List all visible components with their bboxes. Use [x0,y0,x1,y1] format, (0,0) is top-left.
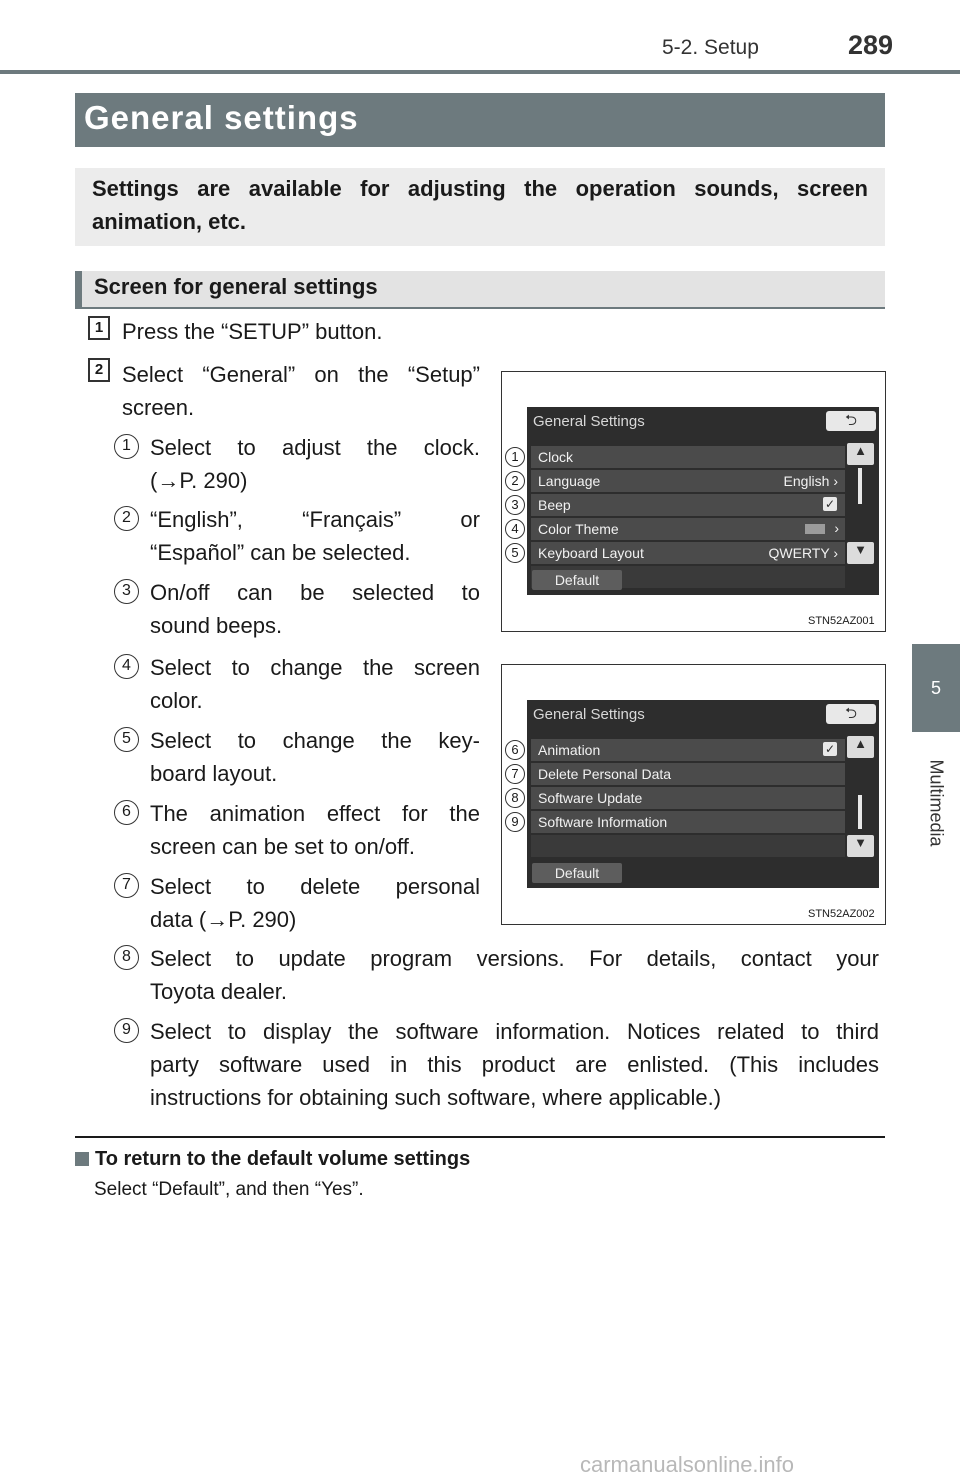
item-5-line2: board layout. [150,761,278,786]
row-label: Animation [538,742,601,758]
item-number-8: 8 [114,945,139,970]
page-title: General settings [84,99,359,136]
section-label: 5-2. Setup [662,36,759,59]
item-4-line2: color. [150,688,203,713]
callout-8: 8 [505,788,525,808]
checkbox-checked-icon[interactable]: ✓ [824,497,836,511]
item-1-line1: Select to adjust the clock. [150,435,480,460]
settings-row-software-update[interactable] [531,787,845,809]
scroll-up-icon[interactable]: ▲ [847,736,874,758]
item-7-line1: Select to delete personal [150,874,480,899]
callout-3: 3 [505,495,525,515]
color-swatch [805,524,825,534]
callout-2: 2 [505,471,525,491]
item-3-line2: sound beeps. [150,613,283,638]
intro-box [75,168,885,246]
subheading-bar [75,271,885,307]
note-rule [75,1136,885,1138]
note-heading [75,1148,470,1171]
settings-row-software-information[interactable] [531,811,845,833]
item-number-9: 9 [114,1018,139,1043]
intro-text: Settings are available for adjusting the operation sounds, screen animation, etc. [92,176,868,234]
step-text-1: Press the “SETUP” button. [122,319,383,344]
chapter-label [908,748,960,858]
screen-1-title: General Settings [533,413,645,430]
row-label: Beep [538,497,571,513]
default-button[interactable]: Default [532,570,622,590]
row-label: Delete Personal Data [538,766,672,782]
row-value: English › [783,473,838,489]
step-number-2: 2 [88,358,110,382]
item-number-2: 2 [114,506,139,531]
row-value: QWERTY › [768,545,838,561]
row-label: Clock [538,449,574,465]
callout-5: 5 [505,543,525,563]
row-label: Keyboard Layout [538,545,644,561]
header-rule [0,70,960,74]
item-9-line1: Select to display the software information. Notices related to third [150,1019,879,1044]
note-text: Select “Default”, and then “Yes”. [94,1179,364,1200]
callout-6: 6 [505,740,525,760]
settings-row-clock[interactable] [531,446,845,468]
checkbox-checked-icon[interactable]: ✓ [824,742,836,756]
page-title-bar [75,93,885,147]
page-number: 289 [848,30,894,60]
scroll-down-icon[interactable]: ▼ [847,542,874,564]
settings-row-language[interactable] [531,470,845,492]
back-arrow-icon[interactable]: ⮌ [826,704,876,724]
scrollbar-thumb[interactable] [858,795,862,829]
item-6-line1: The animation effect for the [150,801,480,826]
item-3-line1: On/off can be selected to [150,580,480,605]
note-heading-text: To return to the default volume settings [95,1148,471,1170]
scrollbar-thumb[interactable] [858,468,862,504]
settings-row-color-theme[interactable] [531,518,845,540]
scroll-up-icon[interactable]: ▲ [847,443,874,465]
back-arrow-icon[interactable]: ⮌ [826,411,876,431]
item-8-line1: Select to update program versions. For details, contact your [150,946,879,971]
callout-9: 9 [505,812,525,832]
settings-row-animation[interactable] [531,739,845,761]
item-8-line2: Toyota dealer. [150,979,287,1004]
subheading: Screen for general settings [94,274,378,299]
step-text-2-line2: screen. [122,395,195,420]
item-1-line2: (→P. 290) [150,468,248,493]
item-number-4: 4 [114,654,139,679]
item-5-line1: Select to change the key- [150,728,480,753]
row-label: Software Update [538,790,643,806]
item-6-line2: screen can be set to on/off. [150,834,415,859]
chevron-right-icon: › [834,520,839,536]
watermark: carmanualsonline.info [580,1452,795,1477]
screenshot-id-2: STN52AZ002 [808,908,875,920]
item-number-5: 5 [114,727,139,752]
chapter-label-text: Multimedia [926,759,947,847]
step-number-1: 1 [88,316,110,340]
item-9-line2: party software used in this product are enlisted. (This includes [150,1052,879,1077]
item-2-line2: “Español” can be selected. [150,540,411,565]
item-4-line1: Select to change the screen [150,655,480,680]
screen-2-title: General Settings [533,706,645,723]
chapter-tab[interactable]: 5 [912,644,960,732]
item-number-3: 3 [114,579,139,604]
screenshot-id-1: STN52AZ001 [808,615,875,627]
callout-4: 4 [505,519,525,539]
item-number-7: 7 [114,873,139,898]
settings-row-empty [531,835,845,857]
default-button[interactable]: Default [532,863,622,883]
scroll-down-icon[interactable]: ▼ [847,835,874,857]
row-label: Software Information [538,814,668,830]
item-7-line2: data (→P. 290) [150,907,297,932]
step-text-2-line1: Select “General” on the “Setup” [122,362,480,387]
subheading-rule [75,307,885,309]
settings-row-beep[interactable] [531,494,845,516]
row-label: Color Theme [538,521,619,537]
square-bullet-icon [75,1152,89,1166]
row-label: Language [538,473,601,489]
item-2-line1: “English”, “Français” or [150,507,480,532]
settings-row-delete-personal-data[interactable] [531,763,845,785]
settings-row-keyboard-layout[interactable] [531,542,845,564]
item-number-6: 6 [114,800,139,825]
item-9-line3: instructions for obtaining such software, where applicable.) [150,1085,722,1110]
callout-1: 1 [505,447,525,467]
item-number-1: 1 [114,434,139,459]
callout-7: 7 [505,764,525,784]
